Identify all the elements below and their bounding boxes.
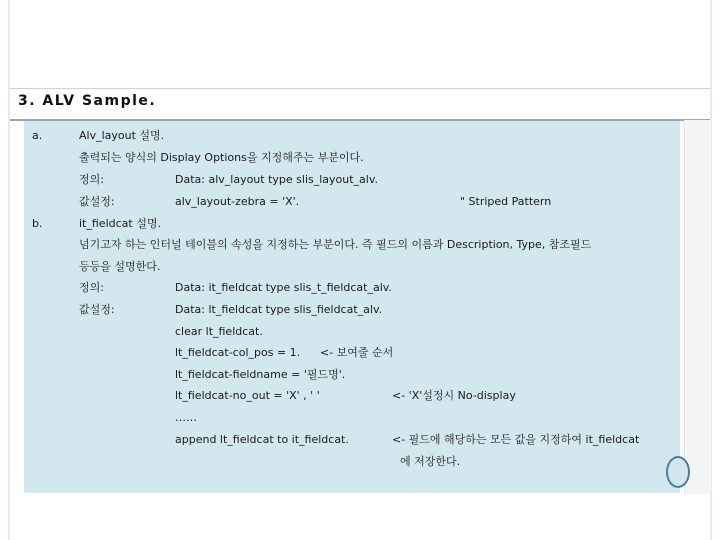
section-a-marker: a.: [32, 129, 43, 142]
section-a-set-comment: " Striped Pattern: [460, 195, 552, 208]
section-a-def-value: Data: alv_layout type slis_layout_alv.: [175, 173, 379, 186]
code-line: ……: [175, 411, 197, 424]
section-b-heading: it_fieldcat 설명.: [79, 217, 161, 230]
section-a-heading: Alv_layout 설명.: [79, 129, 165, 142]
section-b-def-value: Data: it_fieldcat type slis_t_fieldcat_alv.: [175, 281, 392, 294]
code-comment: <- 'X'설정시 No-display: [392, 389, 516, 402]
code-line: lt_fieldcat-fieldname = '필드명'.: [175, 368, 346, 381]
code-line: lt_fieldcat-col_pos = 1.: [175, 346, 301, 359]
section-b-marker: b.: [32, 217, 43, 230]
code-line: append lt_fieldcat to it_fieldcat.: [175, 433, 349, 446]
section-a-description: 출력되는 양식의 Display Options을 지정해주는 부분이다.: [79, 151, 364, 164]
code-comment-continuation: 에 저장한다.: [400, 455, 461, 468]
code-line: lt_fieldcat-no_out = 'X' , ' ': [175, 389, 320, 402]
section-b-description-line2: 등등을 설명한다.: [79, 260, 161, 273]
section-b-set-label: 값설정:: [79, 303, 115, 316]
section-b-def-label: 정의:: [79, 281, 104, 294]
section-b-set-value: Data: lt_fieldcat type slis_fieldcat_alv.: [175, 303, 383, 316]
section-a-set-value: alv_layout-zebra = 'X'.: [175, 195, 300, 208]
section-a-def-label: 정의:: [79, 173, 104, 186]
decorative-circle: [666, 456, 690, 488]
code-comment: <- 보여줄 순서: [320, 346, 394, 359]
right-side-strip: [684, 120, 711, 494]
section-b-description-line1: 넘기고자 하는 인터널 테이블의 속성을 지정하는 부분이다. 즉 필드의 이름과 Description, Type, 참조필드: [79, 238, 592, 251]
code-line: clear lt_fieldcat.: [175, 325, 263, 338]
section-a-set-label: 값설정:: [79, 195, 115, 208]
left-frame-border: [8, 0, 10, 540]
slide-title: 3. ALV Sample.: [18, 93, 157, 109]
code-comment: <- 필드에 해당하는 모든 값을 지정하여 it_fieldcat: [392, 433, 640, 446]
